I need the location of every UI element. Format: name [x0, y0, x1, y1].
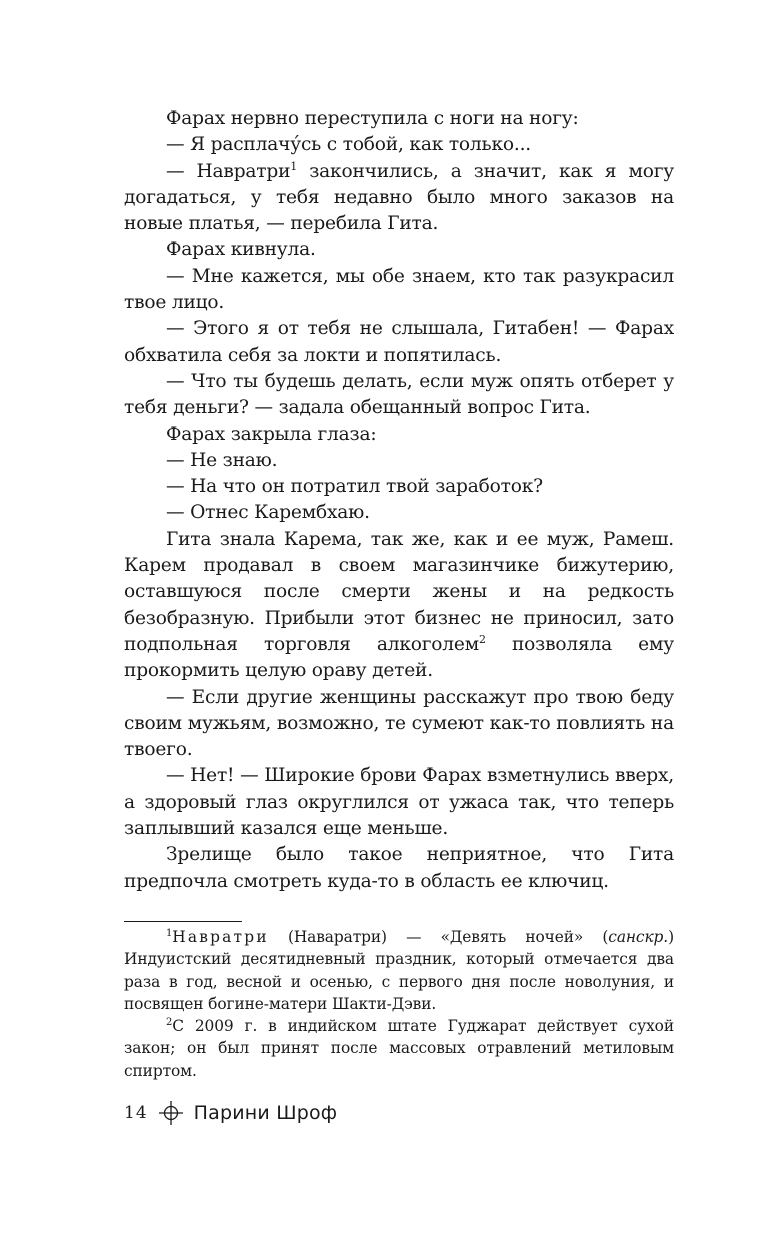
footnotes — [124, 926, 674, 1082]
page-number: 14 — [124, 1103, 148, 1123]
paragraph: Гита знала Карема, так же, как и ее муж, Рамеш. Карем продавал в своем магазинчике бижутерию, оставшуюся после смерти жены и на редкость безобразную. Прибыли этот бизнес не приносил, зато подпольная торговля алкоголем$^2$ позволяла ему прокормить целую ораву детей. — [124, 528, 674, 682]
main-text — [124, 106, 674, 895]
footnote-2: $^2$С 2009 г. в индийском штате Гуджарат действует сухой закон; он был принят после массовых отравлений метиловым спиртом. — [124, 1017, 674, 1080]
page-footer — [124, 1098, 337, 1128]
paragraph: — На что он потратил твой заработок? — [166, 476, 543, 498]
author-name: Парини Шроф — [193, 1102, 338, 1124]
paragraph: — Нет! — Широкие брови Фарах взметнулись вверх, а здоровый глаз округлился от ужаса так, что теперь заплывший казался еще меньше. — [124, 765, 674, 840]
paragraph: — Я расплачу́сь с тобой, как только... — [166, 134, 532, 156]
paragraph: — Навратри$^1$ закончились, а значит, как я могу догадаться, у тебя недавно было много заказов на новые платья, — перебила Гита. — [124, 159, 675, 235]
paragraph: — Этого я от тебя не слышала, Гитабен! — Фарах обхватила себя за локти и попятилась. — [124, 318, 674, 366]
paragraph: Зрелище было такое неприятное, что Гита предпочла смотреть куда-то в область ее ключиц. — [124, 844, 674, 892]
paragraph: — Что ты будешь делать, если муж опять отберет у тебя деньги? — задала обещанный вопрос Гита. — [124, 370, 674, 419]
paragraph: — Отнес Карембхаю. — [166, 502, 370, 524]
paragraph: Фарах кивнула. — [166, 239, 316, 261]
footnote-ref-1[interactable]: 1 — [290, 159, 298, 173]
paragraph: — Мне кажется, мы обе знаем, кто так разукрасил твое лицо. — [124, 265, 674, 314]
paragraph: — Если другие женщины расскажут про твою беду своим мужьям, возможно, те сумеют как-то повлиять на твоего. — [124, 686, 674, 761]
paragraph: Фарах закрыла глаза: — [166, 423, 377, 445]
crosshair-ornament-icon — [158, 1100, 184, 1126]
paragraph: — Не знаю. — [166, 449, 278, 471]
footnote-ref-2[interactable]: 2 — [478, 632, 486, 646]
footnote-divider — [124, 921, 242, 922]
paragraph: Фарах нервно переступила с ноги на ногу: — [166, 108, 579, 129]
footnote-1: $^1$Навратри (Наваратри) — «Девять ночей» (санскр.) Индуистский десятидневный праздник, который отмечается два раза в год, весной и осенью, с первого дня после новолуния, и посвящен богине-матери Шакти-Дэви. — [124, 928, 674, 1013]
